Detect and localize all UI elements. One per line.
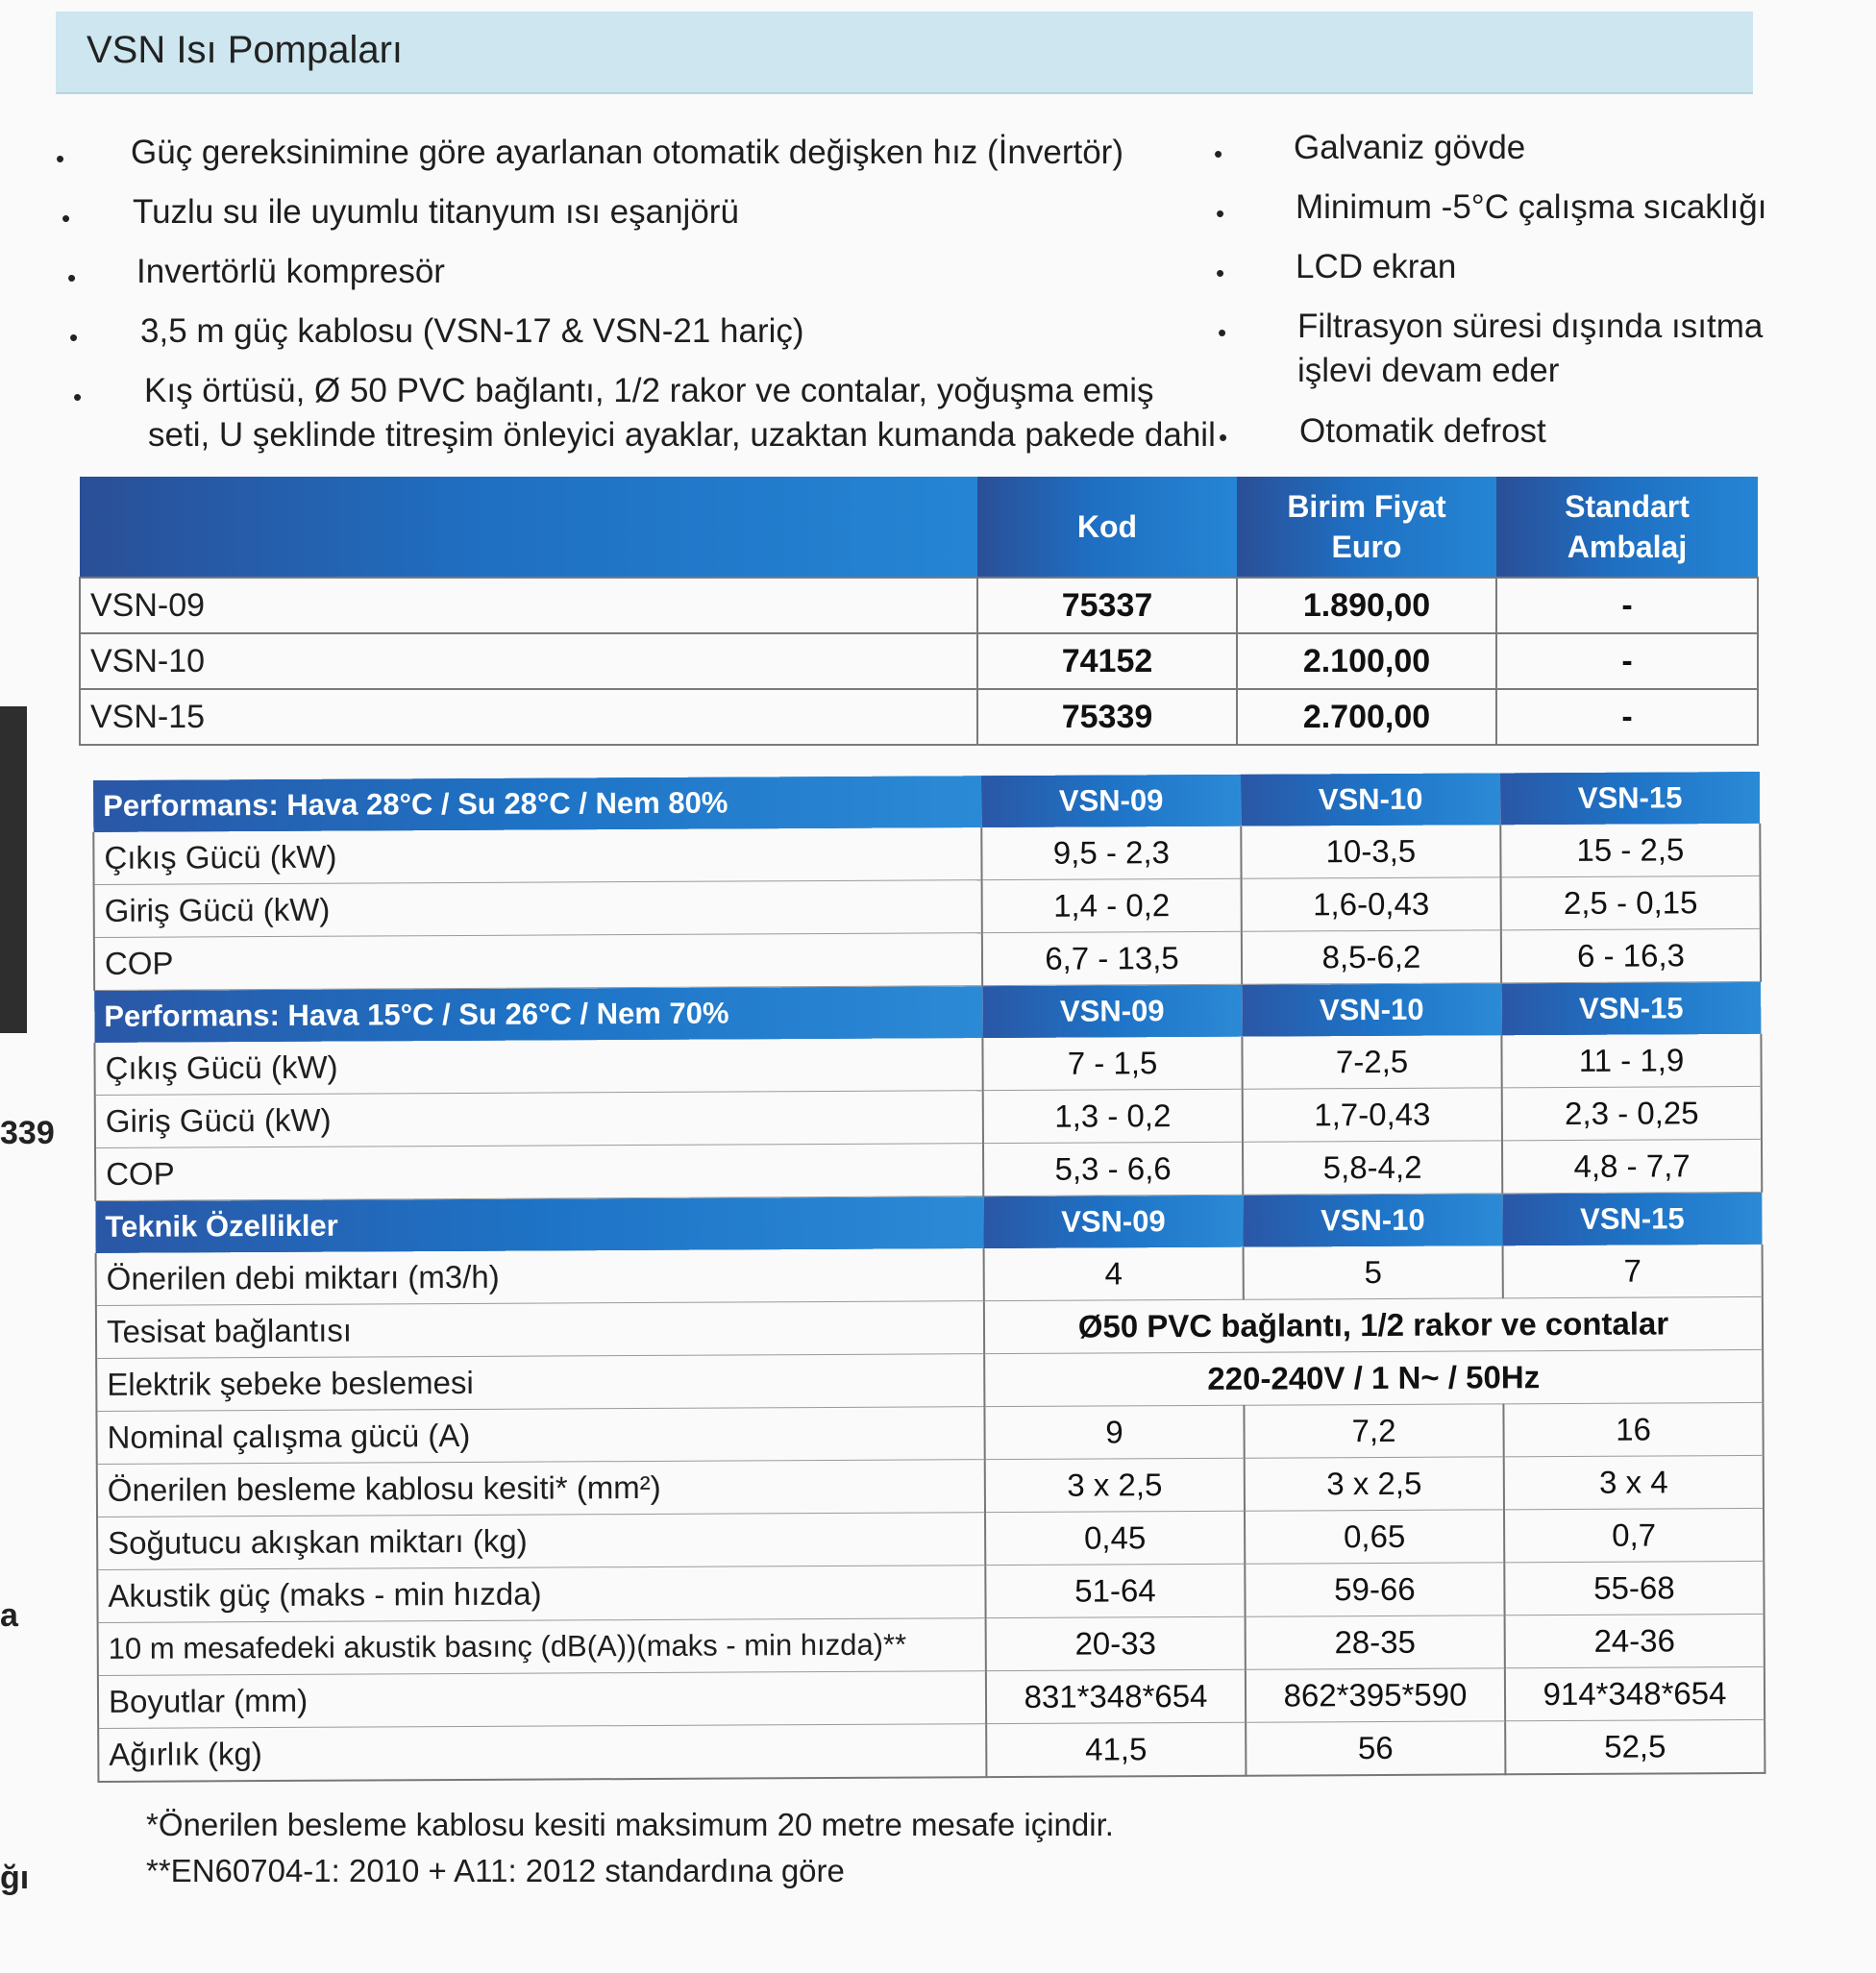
row-label: COP xyxy=(95,1144,983,1201)
table-row xyxy=(96,1349,1763,1411)
cell-value: 6 - 16,3 xyxy=(1501,928,1761,982)
feature-left-5b: seti, U şeklinde titreşim önleyici ayaklar, uzaktan kumanda pakede dahil xyxy=(148,416,1216,454)
cell-value: 7-2,5 xyxy=(1242,1035,1501,1089)
price-table-header xyxy=(80,477,1758,578)
cell-value: 1,3 - 0,2 xyxy=(983,1089,1243,1143)
cell-value: 11 - 1,9 xyxy=(1501,1034,1761,1088)
cell-value: 20-33 xyxy=(986,1616,1246,1670)
col-vsn15: VSN-15 xyxy=(1501,981,1761,1035)
col-vsn15: VSN-15 xyxy=(1502,1192,1762,1245)
cell-value: 51-64 xyxy=(985,1564,1245,1617)
table-row xyxy=(93,824,1760,885)
tech-header xyxy=(95,1192,1762,1253)
page-title: VSN Isı Pompaları xyxy=(86,29,404,71)
bullet-icon: • xyxy=(73,382,83,411)
cell-value: 1,6-0,43 xyxy=(1242,877,1501,931)
table-row xyxy=(95,1139,1762,1200)
table-row xyxy=(94,928,1761,990)
cell-value: 2,3 - 0,25 xyxy=(1502,1086,1762,1140)
feature-list xyxy=(0,125,1876,461)
table-row xyxy=(95,1086,1762,1147)
feature-left-3: Invertörlü kompresör xyxy=(136,253,445,290)
header-price-line1: Birim Fiyat xyxy=(1287,489,1446,524)
feature-right-1: Galvaniz gövde xyxy=(1294,129,1526,166)
table-row xyxy=(80,578,1758,633)
edge-text-gi: ğı xyxy=(0,1860,30,1896)
cell-value: 9,5 - 2,3 xyxy=(981,826,1241,880)
feature-right-4a: Filtrasyon süresi dışında ısıtma xyxy=(1297,308,1764,345)
product-code: 74152 xyxy=(977,633,1237,689)
cell-value: 3 x 2,5 xyxy=(1245,1457,1504,1511)
bullet-icon: • xyxy=(1216,259,1225,287)
col-vsn15: VSN-15 xyxy=(1500,772,1760,825)
bullet-icon: • xyxy=(69,323,79,352)
row-label: Giriş Gücü (kW) xyxy=(94,880,982,938)
col-vsn10: VSN-10 xyxy=(1241,773,1500,826)
cell-value: 56 xyxy=(1246,1721,1505,1776)
standard-pack: - xyxy=(1496,689,1758,745)
bullet-icon: • xyxy=(1214,139,1223,168)
unit-price: 1.890,00 xyxy=(1237,578,1496,633)
cell-value: 862*395*590 xyxy=(1246,1668,1505,1722)
header-blank xyxy=(80,477,977,578)
feature-left-2: Tuzlu su ile uyumlu titanyum ısı eşanjörü xyxy=(133,193,739,231)
cell-value: 0,7 xyxy=(1504,1508,1764,1562)
row-label: Soğutucu akışkan miktarı (kg) xyxy=(97,1513,985,1570)
table-row xyxy=(98,1666,1765,1728)
col-vsn09: VSN-09 xyxy=(981,775,1241,827)
row-label: Akustik güç (maks - min hızda) xyxy=(97,1566,985,1623)
cell-value: 831*348*654 xyxy=(986,1669,1246,1723)
cell-value: 41,5 xyxy=(986,1722,1246,1777)
unit-price: 2.100,00 xyxy=(1237,633,1496,689)
perf2-title: Performans: Hava 15°C / Su 26°C / Nem 70% xyxy=(94,986,982,1043)
model-name: VSN-10 xyxy=(80,633,977,689)
section-title-bar xyxy=(56,12,1753,94)
merged-cell-value: 220-240V / 1 N~ / 50Hz xyxy=(984,1349,1763,1406)
cell-value: 55-68 xyxy=(1504,1561,1764,1615)
col-vsn10: VSN-10 xyxy=(1243,1194,1502,1247)
cell-value: 4,8 - 7,7 xyxy=(1502,1139,1762,1193)
performance-table xyxy=(92,772,1765,1783)
product-code: 75339 xyxy=(977,689,1237,745)
row-label: 10 m mesafedeki akustik basınç (dB(A))(maks - min hızda)** xyxy=(98,1618,986,1676)
cell-value: 15 - 2,5 xyxy=(1500,824,1760,877)
unit-price: 2.700,00 xyxy=(1237,689,1496,745)
table-row xyxy=(80,633,1758,689)
feature-left-5a: Kış örtüsü, Ø 50 PVC bağlantı, 1/2 rakor ve contalar, yoğuşma emiş xyxy=(144,372,1154,409)
row-label: Çıkış Gücü (kW) xyxy=(93,827,981,884)
cell-value: 10-3,5 xyxy=(1241,825,1500,878)
product-code: 75337 xyxy=(977,578,1237,633)
cell-value: 16 xyxy=(1503,1402,1763,1456)
table-row xyxy=(96,1296,1763,1358)
standard-pack: - xyxy=(1496,578,1758,633)
row-label: Çıkış Gücü (kW) xyxy=(94,1038,982,1095)
cell-value: 5 xyxy=(1244,1245,1503,1299)
price-table xyxy=(79,477,1759,746)
cell-value: 914*348*654 xyxy=(1505,1666,1765,1720)
header-price xyxy=(1237,477,1496,578)
cell-value: 3 x 4 xyxy=(1504,1455,1764,1509)
adjacent-page-edge xyxy=(0,706,27,1033)
header-pack-line2: Ambalaj xyxy=(1567,530,1688,564)
cell-value: 4 xyxy=(984,1247,1244,1301)
row-label: Elektrik şebeke beslemesi xyxy=(96,1354,984,1412)
cell-value: 7,2 xyxy=(1244,1404,1503,1458)
table-row xyxy=(96,1245,1763,1306)
row-label: Ağırlık (kg) xyxy=(98,1724,986,1782)
feature-left-4: 3,5 m güç kablosu (VSN-17 & VSN-21 hariç) xyxy=(140,312,804,350)
cell-value: 9 xyxy=(984,1405,1244,1459)
table-row xyxy=(97,1508,1764,1569)
perf1-title: Performans: Hava 28°C / Su 28°C / Nem 80% xyxy=(93,776,981,832)
cell-value: 24-36 xyxy=(1505,1614,1765,1667)
bullet-icon: • xyxy=(1219,423,1228,452)
header-pack xyxy=(1496,477,1758,578)
cell-value: 7 - 1,5 xyxy=(982,1037,1242,1091)
bullet-icon: • xyxy=(62,204,71,233)
footnote-cable: *Önerilen besleme kablosu kesiti maksimum 20 metre mesafe içindir. xyxy=(146,1807,1114,1842)
edge-text-339: 339 xyxy=(0,1115,55,1151)
bullet-icon: • xyxy=(1216,199,1225,228)
tech-title: Teknik Özellikler xyxy=(95,1196,983,1253)
edge-text-a: a xyxy=(0,1597,18,1634)
merged-cell-value: Ø50 PVC bağlantı, 1/2 rakor ve contalar xyxy=(984,1296,1763,1353)
table-row xyxy=(97,1561,1764,1622)
model-name: VSN-09 xyxy=(80,578,977,633)
table-row xyxy=(94,876,1761,937)
table-row xyxy=(98,1719,1765,1782)
cell-value: 3 x 2,5 xyxy=(985,1458,1245,1512)
footnote-standard: **EN60704-1: 2010 + A11: 2012 standardına göre xyxy=(146,1853,845,1888)
cell-value: 0,45 xyxy=(985,1511,1245,1565)
feature-right-4b: işlevi devam eder xyxy=(1297,352,1560,389)
header-pack-line1: Standart xyxy=(1565,489,1690,524)
standard-pack: - xyxy=(1496,633,1758,689)
table-row xyxy=(98,1614,1765,1675)
col-vsn10: VSN-10 xyxy=(1242,983,1501,1037)
col-vsn09: VSN-09 xyxy=(982,984,1242,1038)
bullet-icon: • xyxy=(1218,318,1227,347)
row-label: Önerilen besleme kablosu kesiti* (mm²) xyxy=(97,1460,985,1517)
cell-value: 1,4 - 0,2 xyxy=(982,878,1242,932)
table-row xyxy=(94,1034,1761,1096)
table-row xyxy=(96,1402,1763,1464)
feature-right-3: LCD ekran xyxy=(1296,248,1457,285)
header-code: Kod xyxy=(977,477,1237,578)
cell-value: 1,7-0,43 xyxy=(1243,1088,1502,1142)
cell-value: 5,3 - 6,6 xyxy=(983,1142,1243,1196)
row-label: Giriş Gücü (kW) xyxy=(95,1091,983,1148)
table-row xyxy=(97,1455,1764,1517)
row-label: Boyutlar (mm) xyxy=(98,1671,986,1729)
cell-value: 6,7 - 13,5 xyxy=(982,931,1242,985)
row-label: COP xyxy=(94,933,982,991)
cell-value: 7 xyxy=(1503,1245,1763,1298)
perf1-header xyxy=(93,772,1760,832)
feature-left-1: Güç gereksinimine göre ayarlanan otomatik değişken hız (İnvertör) xyxy=(131,134,1123,171)
feature-right-5: Otomatik defrost xyxy=(1299,412,1546,450)
model-name: VSN-15 xyxy=(80,689,977,745)
table-row xyxy=(80,689,1758,745)
cell-value: 0,65 xyxy=(1245,1510,1504,1564)
bullet-icon: • xyxy=(56,144,65,173)
cell-value: 2,5 - 0,15 xyxy=(1501,876,1761,929)
bullet-icon: • xyxy=(67,263,77,292)
perf2-header xyxy=(94,981,1761,1043)
cell-value: 8,5-6,2 xyxy=(1242,930,1501,984)
row-label: Tesisat bağlantısı xyxy=(96,1301,984,1359)
cell-value: 52,5 xyxy=(1505,1719,1765,1774)
cell-value: 5,8-4,2 xyxy=(1243,1141,1502,1195)
feature-right-2: Minimum -5°C çalışma sıcaklığı xyxy=(1296,188,1767,226)
row-label: Nominal çalışma gücü (A) xyxy=(96,1407,984,1465)
cell-value: 28-35 xyxy=(1246,1615,1505,1669)
cell-value: 59-66 xyxy=(1245,1563,1504,1616)
row-label: Önerilen debi miktarı (m3/h) xyxy=(96,1248,984,1305)
header-price-line2: Euro xyxy=(1331,530,1402,564)
col-vsn09: VSN-09 xyxy=(983,1195,1243,1248)
